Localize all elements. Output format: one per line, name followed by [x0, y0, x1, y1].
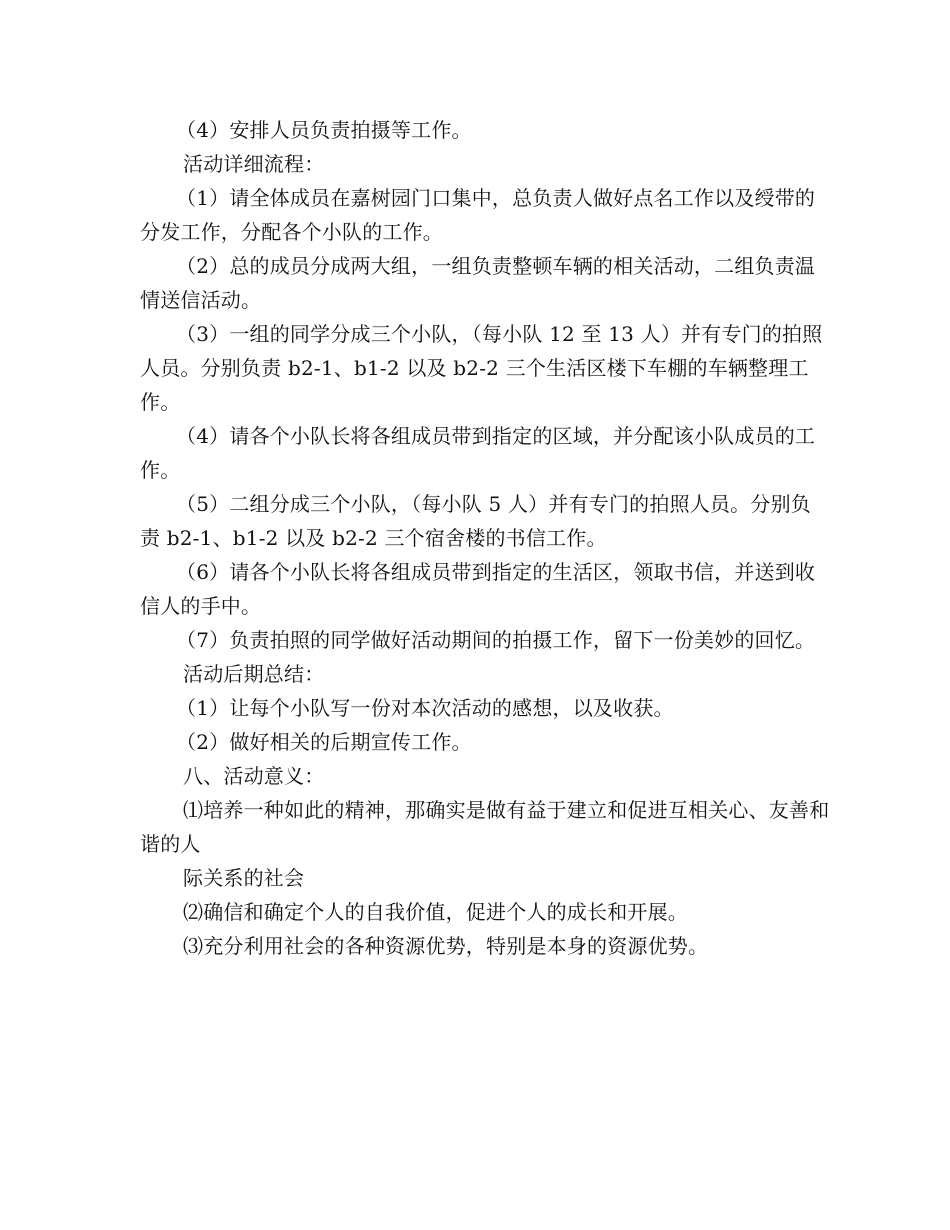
- paragraph-significance-1: ⑴培养一种如此的精神，那确实是做有益于建立和促进互相关心、友善和谐的人: [140, 798, 830, 856]
- document-body: [140, 113, 830, 963]
- paragraph-step-3: （3）一组的同学分成三个小队，（每小队 12 至 13 人）并有专门的拍照人员。分别负责 b2-1、b1-2 以及 b2-2 三个生活区楼下车棚的车辆整理工作。: [140, 322, 823, 414]
- paragraph-step-4: （4）请各个小队长将各组成员带到指定的区域，并分配该小队成员的工作。: [140, 424, 816, 482]
- paragraph-significance-1-cont: 际关系的社会: [183, 866, 305, 890]
- heading-post-summary: 活动后期总结：: [183, 662, 325, 686]
- paragraph-significance-3: ⑶充分利用社会的各种资源优势，特别是本身的资源优势。: [183, 934, 709, 958]
- heading-significance: 八、活动意义：: [183, 764, 325, 788]
- paragraph-step-1: （1）请全体成员在嘉树园门口集中，总负责人做好点名工作以及绶带的分发工作，分配各个小队的工作。: [140, 186, 816, 244]
- paragraph-step-7: （7）负责拍照的同学做好活动期间的拍摄工作，留下一份美妙的回忆。: [176, 628, 816, 652]
- paragraph-step-2: （2）总的成员分成两大组，一组负责整顿车辆的相关活动，二组负责温情送信活动。: [140, 254, 816, 312]
- paragraph-step-5: （5）二组分成三个小队，（每小队 5 人）并有专门的拍照人员。分别负责 b2-1、b1-2 以及 b2-2 三个宿舍楼的书信工作。: [140, 492, 811, 550]
- paragraph-arrange-photographers: （4）安排人员负责拍摄等工作。: [176, 118, 472, 142]
- paragraph-summary-2: （2）做好相关的后期宣传工作。: [176, 730, 472, 754]
- paragraph-significance-2: ⑵确信和确定个人的自我价值，促进个人的成长和开展。: [183, 900, 688, 924]
- paragraph-summary-1: （1）让每个小队写一份对本次活动的感想，以及收获。: [176, 696, 674, 720]
- paragraph-step-6: （6）请各个小队长将各组成员带到指定的生活区，领取书信，并送到收信人的手中。: [140, 560, 816, 618]
- heading-detailed-process: 活动详细流程：: [183, 152, 325, 176]
